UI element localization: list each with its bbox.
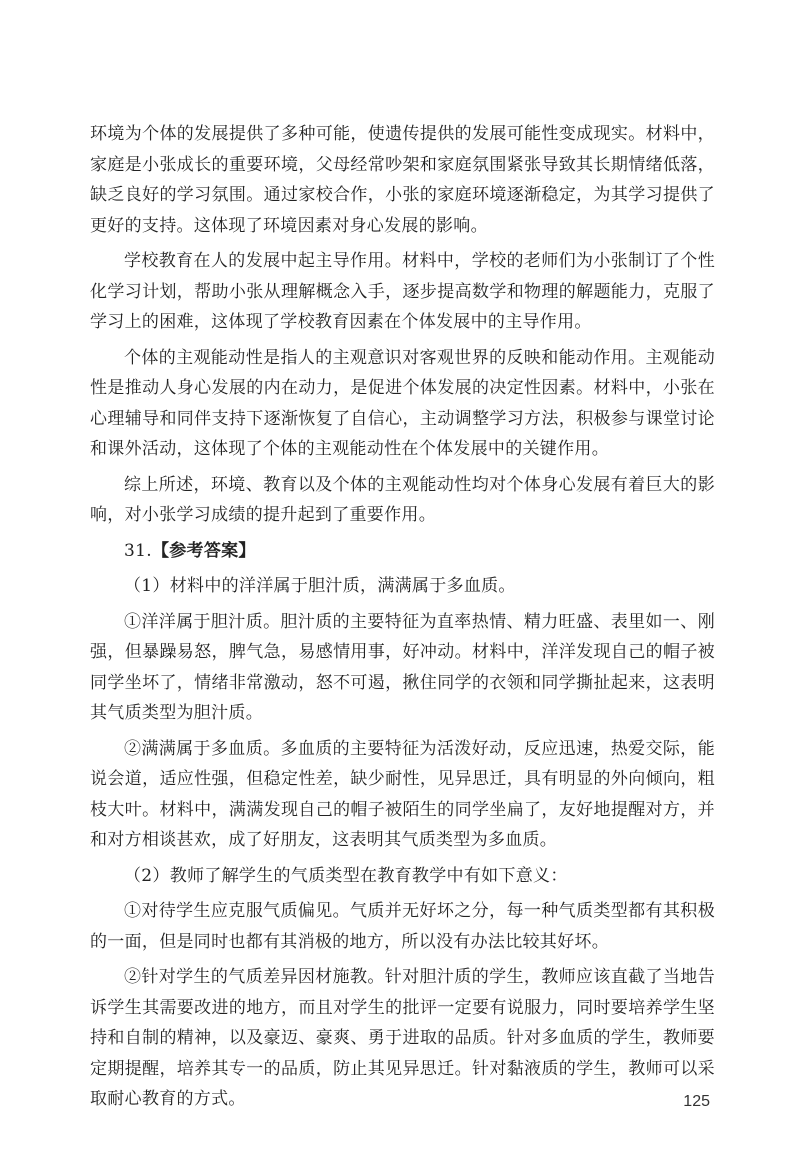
answer-individualized-teaching: ②针对学生的气质差异因材施教。针对胆汁质的学生，教师应该直截了当地告诉学生其需要改进的地方，而且对学生的批评一定要有说服力，同时要培养学生坚持和自制的精神，以及豪迈、豪爽、勇于进取的品质。针对多血质的学生，教师要定期提醒，培养其专一的品质，防止其见异思迁。针对黏液质的学生，教师可以采取耐心教育的方式。: [90, 967, 715, 1109]
paragraph-environment: 环境为个体的发展提供了多种可能，使遗传提供的发展可能性变成现实。材料中，家庭是小张成长的重要环境，父母经常吵架和家庭氛围紧张导致其长期情绪低落，缺乏良好的学习氛围。通过家校合作，小张的家庭环境逐渐稳定，为其学习提供了更好的支持。这体现了环境因素对身心发展的影响。: [90, 124, 715, 236]
paragraph-school-education: 学校教育在人的发展中起主导作用。材料中，学校的老师们为小张制订了个性化学习计划，帮助小张从理解概念入手，逐步提高数学和物理的解题能力，克服了学习上的困难，这体现了学校教育因素在个体发展中的主导作用。: [90, 251, 715, 332]
paragraph-subjective-initiative: 个体的主观能动性是指人的主观意识对客观世界的反映和能动作用。主观能动性是推动人身心发展的内在动力，是促进个体发展的决定性因素。材料中，小张在心理辅导和同伴支持下逐渐恢复了自信心，主动调整学习方法，积极参与课堂讨论和课外活动，这体现了个体的主观能动性在个体发展中的关键作用。: [90, 347, 715, 459]
page-number: 125: [683, 1093, 710, 1110]
answer-overcome-bias: ①对待学生应克服气质偏见。气质并无好坏之分，每一种气质类型都有其积极的一面，但是同时也都有其消极的地方，所以没有办法比较其好坏。: [90, 901, 715, 952]
paragraph-summary: 综上所述，环境、教育以及个体的主观能动性均对个体身心发展有着巨大的影响，对小张学习成绩的提升起到了重要作用。: [90, 474, 715, 525]
answer-part-2: （2）教师了解学生的气质类型在教育教学中有如下意义：: [124, 865, 568, 886]
question-number: 31.: [124, 540, 152, 561]
answer-part-1: （1）材料中的洋洋属于胆汁质，满满属于多血质。: [124, 576, 516, 596]
answer-heading: [90, 536, 715, 567]
page-body: [90, 119, 715, 1120]
answer-label: 【参考答案】: [151, 540, 256, 561]
answer-sanguine: ②满满属于多血质。多血质的主要特征为活泼好动，反应迅速，热爱交际，能说会道，适应性强，但稳定性差，缺少耐性，见异思迁，具有明显的外向倾向，粗枝大叶。材料中，满满发现自己的帽子被陌生的同学坐扁了，友好地提醒对方，并和对方相谈甚欢，成了好朋友，这表明其气质类型为多血质。: [90, 738, 715, 850]
answer-choleric: ①洋洋属于胆汁质。胆汁质的主要特征为直率热情、精力旺盛、表里如一、刚强，但暴躁易怒，脾气急，易感情用事，好冲动。材料中，洋洋发现自己的帽子被同学坐坏了，情绪非常激动，怒不可遏，揪住同学的衣领和同学撕扯起来，这表明其气质类型为胆汁质。: [90, 611, 715, 723]
